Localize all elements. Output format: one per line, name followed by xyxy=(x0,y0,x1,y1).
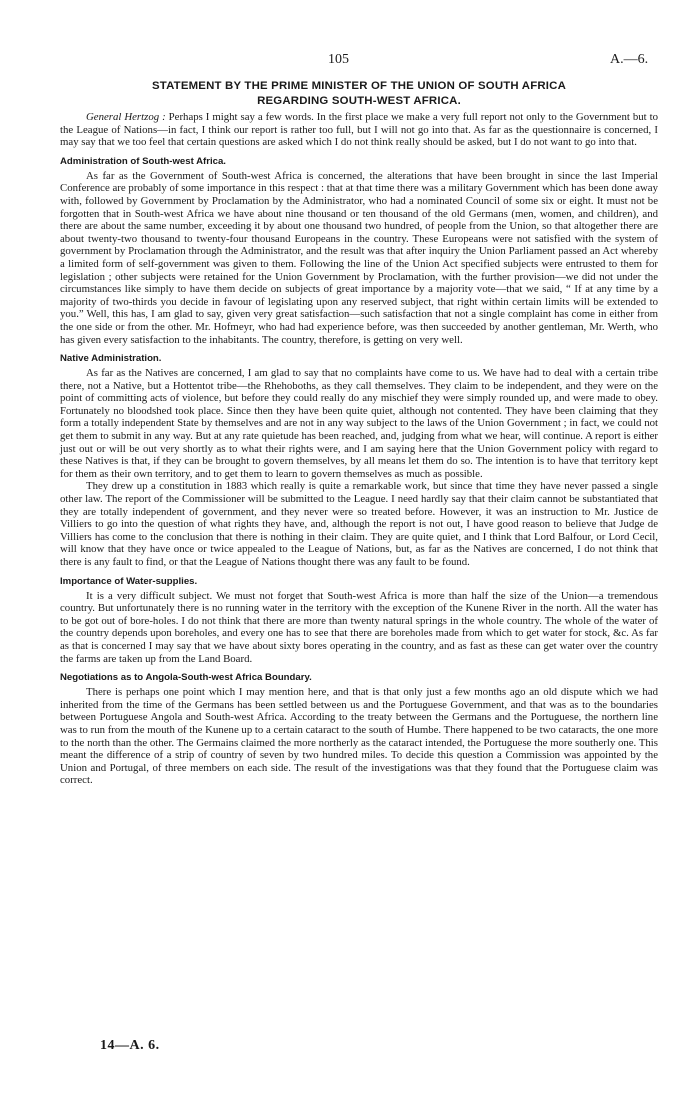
document-reference: A.—6. xyxy=(610,52,649,67)
paragraph-water: It is a very difficult subject. We must not forget that South-west Africa is more than half the size of the Union—a tremendous country. But unfortunately there is no running water in the territory with the exception of the Kunene River in the north. All the water has to be got out of bore-holes. I do not think that there are more than twenty natural springs in the whole country. The whole of the water of the country depends upon boreholes, and every one has to see that there are boreholes made from which to get water for stock, &c. As far as that is concerned I may say that we have about sixty bores operating in the country, and as fast as these can get water over the country the farms are taken up from the Land Board. xyxy=(60,589,658,665)
document-title xyxy=(60,79,658,109)
footer-signature: 14—A. 6. xyxy=(100,1038,160,1053)
page-number: 105 xyxy=(328,52,349,67)
paragraph-native-1: As far as the Natives are concerned, I am glad to say that no complaints have come to us. We have had to deal with a certain tribe there, not a Native, but a Hottentot tribe—the Rhehoboths, as they call themselves. They claim to be independent, and they were on the point of committing acts of violence, but before they could really do any mischief they were simply rounded up, and were made to obey. Fortunately no bloodshed took place. Since then they have been quite quiet, although not contented. They have been claiming that they form a totally independent State by themselves and are not in any way subject to the laws of the Union Government ; in fact, we could not get them to submit in any way. But at any rate quietude has been reached, and, judging from what we hear, will continue. A report is either just out or will be out very shortly as to what their rights were, and I am saying here that the Union Government policy with regard to these Natives is that, if they can be brought to govern themselves, by all means let them do so. The intention is to have that territory kept for them as their own territory, and to get them to learn to govern themselves as much as possible. xyxy=(60,367,658,480)
document-body xyxy=(60,111,658,787)
paragraph-administration: As far as the Government of South-west Africa is concerned, the alterations that have been brought in since the last Imperial Conference are probably of some importance in this respect : that at that time there was a military Government which has been done away with, followed by Government by Proclamation by the Administrator, who had a nominated Council of some six or eight. It must not be forgotten that in South-west Africa we have about nine thousand or ten thousand of the old Germans (men, women, and children), and there are about the same number, exceeding it by about one thousand two hundred, of people from the Union, so that altogether there are about twenty-two thousand to twenty-four thousand Europeans in the country. These Europeans were not satisfied with the system of government by Proclamation through the Administrator, and the result was that after inquiry the Union Parliament passed an Act whereby a limited form of self-government was given to them. Following the line of the Union Act specified subjects were entrusted to them for legislation ; other subjects were retained for the Union Government by Proclamation, with the further provision—we did not under the circumstances like simply to have them decide on subjects of great importance by a majority vote—that we said, “ If at any time by a majority of two-thirds you decide in favour of legislating upon any reserved subject, that right within certain limits will be extended to you.” Well, this has, I am glad to say, given very great satisfaction—such satisfaction that not a single complaint has come in either from the one side or from the other. Mr. Hofmeyr, who had had experience before, was then succeeded by another gentleman, Mr. Werth, who has given every satisfaction to the inhabitants. The country, therefore, is getting on very well. xyxy=(60,169,658,346)
section-heading-administration: Administration of South-west Africa. xyxy=(60,155,226,167)
intro-paragraph xyxy=(60,111,658,149)
section-heading-water: Importance of Water-supplies. xyxy=(60,575,198,587)
speaker-name: General Hertzog : xyxy=(86,111,166,123)
paragraph-native-2: They drew up a constitution in 1883 which really is quite a remarkable work, but since that time they have never passed a single other law. The report of the Commissioner will be submitted to the League. I need hardly say that their claim cannot be substantiated that they are totally independent of government, and they never were so treated before. However, it was an instruction to Mr. Justice de Villiers to go into the question of what rights they have, and, although the report is not out, I have good reason to believe that Judge de Villiers has come to the conclusion that there is nothing in their claim. They are quite quiet, and I think that Lord Balfour, or Lord Cecil, will know that they have once or twice appealed to the League of Nations, but, as far as the Natives are concerned, I do not think that there is any fault to find, or that the League of Nations thought there was any fault to be found. xyxy=(60,480,658,568)
title-line-1: STATEMENT BY THE PRIME MINISTER OF THE UNION OF SOUTH AFRICA xyxy=(151,80,567,92)
paragraph-boundary: There is perhaps one point which I may mention here, and that is that only just a few months ago an old dispute which we had inherited from the time of the Germans has been settled between us and the Portuguese Government, and that was as to the boundaries between Portuguese Angola and South-west Africa. According to the treaty between the Germans and the Portuguese, the northern line was to run from the mouth of the Kunene up to a certain cataract to the south of Humbe. There happened to be two cataracts, the one more to the north than the other. The Germains claimed the more northerly as the cataract intended, the Portuguese the more southerly one. This meant the difference of a strip of country of seven by two hundred miles. To decide this question a Commission was appointed by the Union and Portugal, of three members on each side. The result of the investigations was that they found that the Portuguese claim was correct. xyxy=(60,686,658,787)
intro-text: Perhaps I might say a few words. In the first place we make a very full report not only to the Government but to the League of Nations—in fact, I think our report is rather too full, but I will not go into that. As far as the questionnaire is concerned, I may say that we too feel that certain questions are asked which I do not think really should be asked, but I do not want to go into that. xyxy=(60,111,658,149)
section-heading-native: Native Administration. xyxy=(60,353,162,365)
section-heading-boundary: Negotiations as to Angola-South-west Africa Boundary. xyxy=(60,672,312,684)
title-line-2: REGARDING SOUTH-WEST AFRICA. xyxy=(257,95,461,107)
